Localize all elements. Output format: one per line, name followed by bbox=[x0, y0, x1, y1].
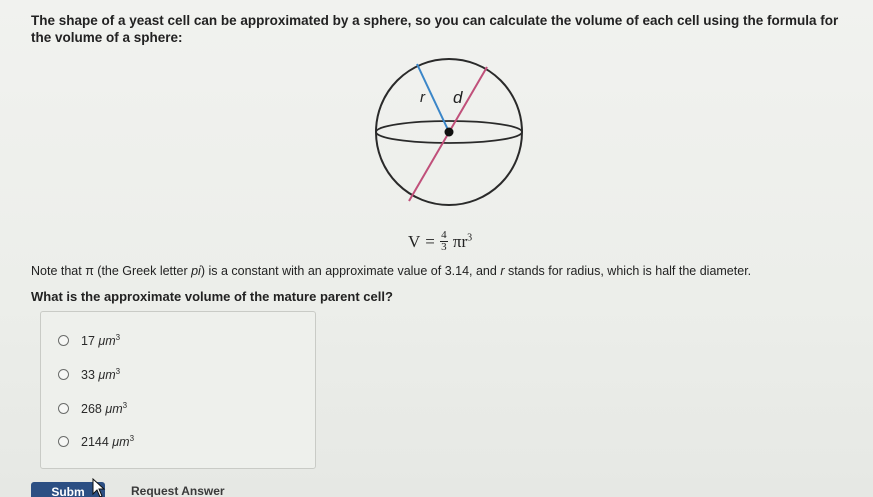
option-unit: μm bbox=[105, 402, 123, 417]
option-value: 33 bbox=[81, 368, 95, 383]
option-label bbox=[81, 367, 120, 382]
option-2144[interactable] bbox=[58, 434, 134, 449]
note-pi-word: pi bbox=[191, 264, 201, 278]
radius-label: r bbox=[420, 89, 425, 106]
note-suffix: stands for radius, which is half the diameter. bbox=[504, 264, 752, 278]
sphere-diagram bbox=[365, 55, 535, 215]
formula-var: r bbox=[461, 231, 468, 251]
answer-options bbox=[40, 311, 316, 469]
fraction-numerator: 4 bbox=[441, 229, 447, 241]
submit-button[interactable]: Subm bbox=[31, 482, 105, 497]
option-unit: μm bbox=[112, 435, 130, 450]
option-label bbox=[81, 401, 127, 416]
option-value: 2144 bbox=[81, 435, 109, 450]
intro-text: The shape of a yeast cell can be approximated by a sphere, so you can calculate the volume of each cell using the formula for the volume of a sphere: bbox=[31, 13, 839, 45]
pi-note bbox=[31, 264, 751, 278]
formula-rhs bbox=[453, 232, 472, 252]
option-exponent: 3 bbox=[129, 434, 135, 443]
volume-formula bbox=[408, 230, 472, 253]
sphere-svg bbox=[365, 55, 535, 215]
option-label bbox=[81, 434, 134, 449]
formula-exponent: 3 bbox=[467, 231, 473, 243]
note-r-letter: r bbox=[500, 264, 505, 278]
formula-fraction bbox=[440, 230, 448, 253]
formula-lhs: V bbox=[408, 231, 421, 251]
formula-pi: π bbox=[452, 231, 462, 251]
question-text: What is the approximate volume of the mature parent cell? bbox=[31, 289, 393, 304]
radio-button[interactable] bbox=[58, 403, 69, 414]
option-unit: μm bbox=[98, 334, 116, 349]
option-unit: μm bbox=[98, 368, 116, 383]
formula-equals: = bbox=[425, 231, 435, 251]
option-label bbox=[81, 333, 120, 348]
fraction-denominator: 3 bbox=[441, 241, 447, 253]
radio-button[interactable] bbox=[58, 369, 69, 380]
option-value: 268 bbox=[81, 402, 102, 417]
note-prefix: Note that π (the Greek letter bbox=[31, 264, 192, 278]
mouse-pointer-icon bbox=[92, 478, 106, 497]
option-exponent: 3 bbox=[122, 401, 128, 410]
note-middle: ) is a constant with an approximate value of 3.14, and bbox=[200, 264, 501, 278]
radio-button[interactable] bbox=[58, 436, 69, 447]
option-17[interactable] bbox=[58, 333, 120, 348]
option-33[interactable] bbox=[58, 367, 120, 382]
diameter-label: d bbox=[453, 88, 463, 107]
option-value: 17 bbox=[81, 334, 95, 349]
option-268[interactable] bbox=[58, 401, 127, 416]
option-exponent: 3 bbox=[115, 367, 121, 376]
option-exponent: 3 bbox=[115, 333, 121, 342]
center-point bbox=[445, 128, 454, 137]
radio-button[interactable] bbox=[58, 335, 69, 346]
request-answer-link[interactable]: Request Answer bbox=[131, 484, 225, 497]
